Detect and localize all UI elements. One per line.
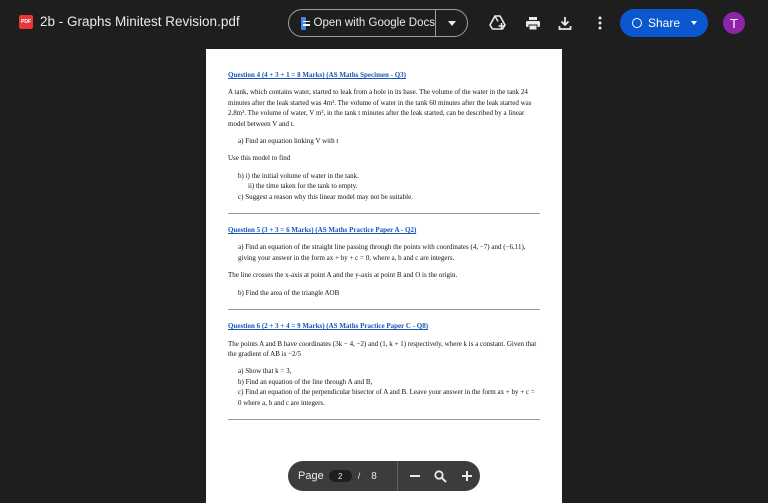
question-4-text: A tank, which contains water, started to leak from a hole in its base. The volume of the water in the tank 24 minutes after the leak started was 4m³. The volume of water in the tank 60 minutes after the leak started was 2.8m³. The volume of water, V m³, in the tank t minutes after the leak started, can be described by a linear model between V and t. (228, 88, 532, 128)
question-4-heading: Question 4 (4 + 3 + 1 = 8 Marks) (AS Maths Specimen - Q3) (228, 71, 407, 79)
add-to-drive-icon (489, 15, 507, 31)
pdf-page (206, 49, 562, 503)
plus-icon (461, 470, 473, 482)
question-4-part-c: c) Suggest a reason why this linear model may not be suitable. (238, 192, 413, 201)
divider (397, 461, 398, 491)
share-label: Share (648, 16, 681, 30)
page-number-input[interactable]: 2 (329, 470, 352, 482)
print-icon (525, 16, 541, 31)
more-vert-icon (598, 16, 602, 30)
open-with-group (288, 9, 468, 37)
zoom-button[interactable] (428, 463, 454, 489)
question-6-part-b: b) Find an equation of the line through A and B, (238, 377, 373, 386)
question-4-part-b1: b) i) the initial volume of water in the tank. (238, 171, 359, 180)
question-6-parts (228, 366, 540, 408)
question-6-part-c: c) Find an equation of the perpendicular bisector of A and B. Leave your answer in the form ax + by + c = 0 where a, b and c are integers. (238, 388, 535, 407)
more-options-button[interactable] (589, 12, 611, 34)
add-to-drive-button[interactable] (487, 12, 509, 34)
page-content (228, 70, 540, 431)
download-icon (558, 16, 572, 31)
divider (228, 309, 540, 310)
zoom-in-button[interactable] (454, 463, 480, 489)
page-total: 8 (371, 470, 377, 482)
google-docs-icon (301, 17, 306, 30)
question-4-parts (228, 171, 540, 202)
question-6-heading: Question 6 (2 + 3 + 4 = 9 Marks) (AS Maths Practice Paper C - Q8) (228, 322, 429, 331)
page-label: Page (298, 470, 324, 482)
share-button[interactable] (620, 9, 708, 37)
question-5-heading: Question 5 (3 + 3 = 6 Marks) (AS Maths Practice Paper A - Q2) (228, 226, 417, 235)
chevron-down-icon (448, 21, 456, 26)
question-4-part-b2: ii) the time taken for the tank to empty. (248, 182, 358, 191)
top-bar (0, 0, 768, 46)
page-navigator (288, 461, 480, 491)
question-5-part-a: a) Find an equation of the straight line passing through the points with coordinates (4, −7) and (−6,11), giving your answer in the form ax + by + c = 0, where a, b and c are integers. (238, 243, 526, 262)
document-title: 2b - Graphs Minitest Revision.pdf (40, 14, 240, 29)
question-6-part-a: a) Show that k = 3, (238, 367, 292, 376)
question-4-use-model: Use this model to find (228, 154, 291, 163)
divider (228, 213, 540, 214)
download-button[interactable] (554, 12, 576, 34)
chevron-down-icon (691, 21, 697, 25)
pdf-icon: PDF (19, 15, 33, 29)
avatar[interactable]: T (723, 12, 745, 34)
question-5-part-b: b) Find the area of the triangle AOB (238, 288, 340, 297)
open-with-google-docs-button[interactable] (289, 10, 435, 36)
zoom-out-button[interactable] (402, 463, 428, 489)
print-button[interactable] (522, 12, 544, 34)
zoom-icon (434, 470, 447, 483)
open-with-label: Open with Google Docs (313, 17, 435, 29)
open-with-dropdown-button[interactable] (436, 10, 467, 36)
page-separator: / (357, 471, 361, 481)
question-6-text: The points A and B have coordinates (3k − 4, −2) and (1, k + 1) respectively, where k is a constant. Given that the gradient of AB is −2/5 (228, 339, 537, 358)
question-5-text: The line crosses the x-axis at point A and the y-axis at point B and O is the origin. (228, 271, 458, 280)
question-4-part-a: a) Find an equation linking V with t (238, 137, 339, 146)
globe-icon (632, 18, 642, 28)
minus-icon (409, 470, 421, 482)
divider (228, 419, 540, 420)
